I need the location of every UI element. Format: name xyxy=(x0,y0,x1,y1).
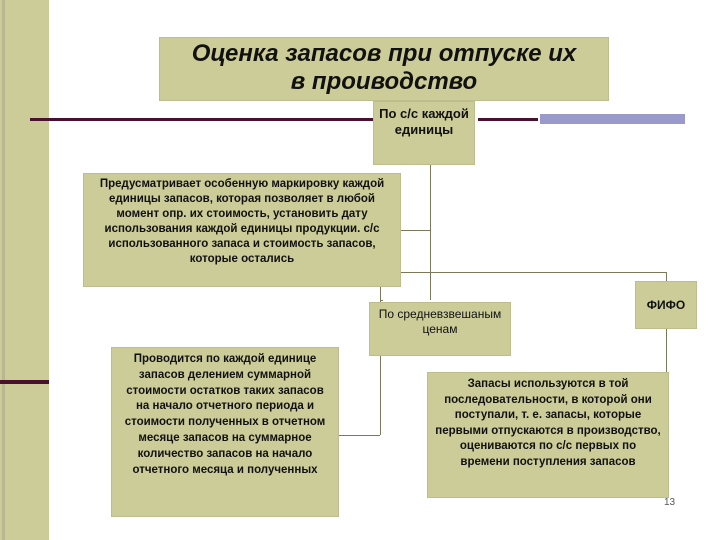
title-divider-line-right xyxy=(478,118,538,121)
node-weighted-label: По средневзвешаным ценам xyxy=(378,307,502,336)
node-weighted xyxy=(370,303,510,355)
slide-title xyxy=(160,38,608,100)
title-divider-accent xyxy=(540,114,685,124)
slide-number: 13 xyxy=(664,497,676,508)
connector-fifo-down xyxy=(666,328,667,373)
node-fifo-label: ФИФО xyxy=(646,298,686,312)
node-per-unit xyxy=(374,102,474,164)
node-weighted-desc xyxy=(112,348,338,516)
connector-fifo-vertical xyxy=(666,272,667,282)
connector-main-vertical xyxy=(430,165,431,300)
slide-title-line2: в проиводство xyxy=(290,68,478,95)
node-per-unit-desc-text: Предусматривает особенную маркировку каждой единицы запасов, которая позволяет в любой момент опр. их стоимость, установить дату использования каждой единицы продукции. с/с использованного запаса и стоимость запасов, которые остались xyxy=(99,178,385,265)
node-weighted-desc-text: Проводится по каждой единице запасов делением суммарной стоимости остатков таких запасов на начало отчетного периода и стоимости полученных в отчетном месяце запасов на суммарное количество запасов на начало отчетного месяца и полученных xyxy=(124,353,326,476)
connector-to-weighted-desc xyxy=(338,435,380,436)
title-divider-line xyxy=(30,118,375,121)
node-fifo-desc-text: Запасы используются в той последовательности, в которой они поступали, т. е. запасы, которые первыми отпускаются в производство, оцениваются по с/с первых по времени поступления запасов xyxy=(435,378,661,468)
slide-sidebar xyxy=(0,0,49,540)
sidebar-bottom-bar xyxy=(0,380,49,384)
slide-title-line1: Оценка запасов при отпуске их xyxy=(191,40,577,67)
node-per-unit-desc xyxy=(84,174,400,286)
connector-to-per-unit-desc xyxy=(400,230,430,231)
connector-to-weighted xyxy=(380,300,383,301)
sidebar-accent-line xyxy=(2,0,5,540)
node-fifo xyxy=(636,282,696,328)
connector-horizontal-fifo xyxy=(398,272,666,273)
node-fifo-desc xyxy=(428,373,668,497)
node-per-unit-label: По с/с каждой единицы xyxy=(379,106,469,137)
